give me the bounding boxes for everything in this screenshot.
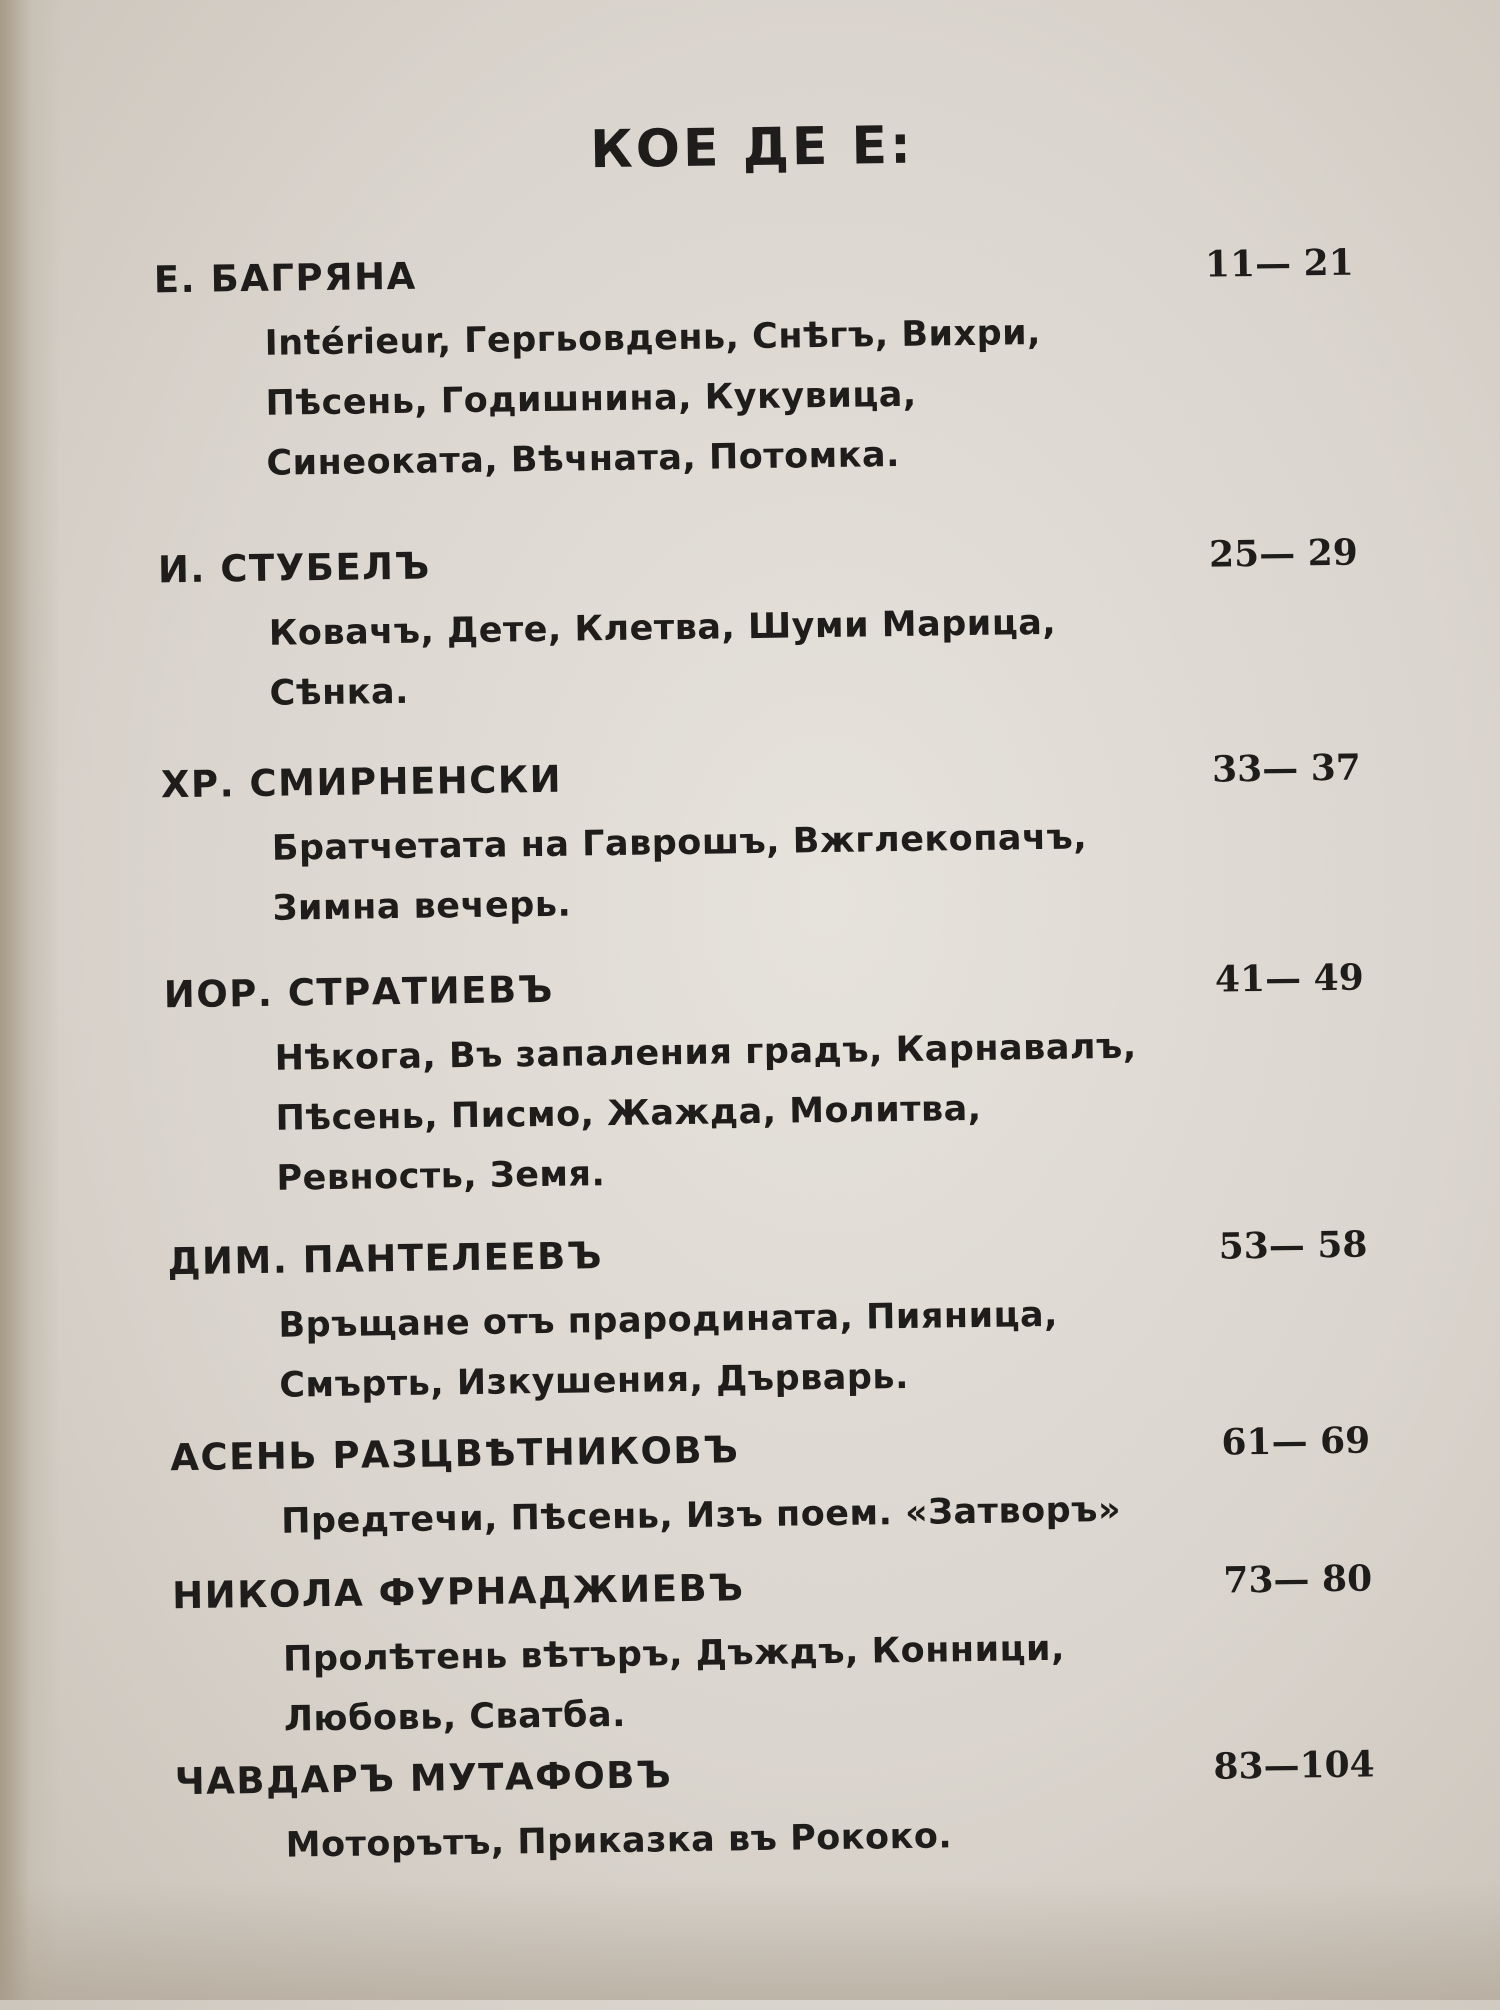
author-name: ИОР. СТРАТИЕВЪ	[163, 967, 555, 1017]
author-name: НИКОЛА ФУРНАДЖИЕВЪ	[171, 1566, 745, 1618]
author-name: И. СТУБЕЛЪ	[157, 544, 431, 592]
works-list: Връщане отъ прародината, Пияница, Смърть, Изкушения, Дърварь.	[278, 1294, 1059, 1406]
toc-entry	[175, 1743, 1377, 1877]
page-range: 83—104	[1213, 1743, 1375, 1788]
works-list: Братчетата на Гаврошъ, Вжглекопачъ, Зимна вечерь.	[271, 817, 1088, 929]
author-name: ДИМ. ПАНТЕЛЕЕВЪ	[167, 1234, 604, 1284]
author-name: ЧАВДАРЪ МУТАФОВЪ	[174, 1753, 673, 1804]
page-range: 25— 29	[1208, 531, 1359, 576]
toc-entry	[167, 1224, 1369, 1418]
author-name: ХР. СМИРНЕНСКИ	[160, 757, 563, 807]
toc-entry	[170, 1419, 1372, 1553]
page-range: 41— 49	[1214, 956, 1365, 1001]
works-list: Предтечи, Пѣсень, Изъ поем. «Затворъ»	[280, 1489, 1122, 1542]
works-list: Ковачъ, Дете, Клетва, Шуми Марица, Сѣнка.	[268, 602, 1057, 714]
works-list: Пролѣтень вѣтъръ, Дъждъ, Конници, Любовь, Сватба.	[282, 1628, 1066, 1740]
page-range: 33— 37	[1211, 746, 1362, 791]
page-range: 73— 80	[1223, 1557, 1373, 1602]
works-list: Моторътъ, Приказка въ Рококо.	[285, 1816, 953, 1866]
page-range: 11— 21	[1204, 241, 1355, 286]
page-title: КОЕ ДЕ Е:	[589, 115, 915, 181]
toc-entry	[172, 1557, 1374, 1751]
toc-entry	[164, 957, 1367, 1211]
page-range: 53— 58	[1218, 1223, 1368, 1268]
author-name: АСЕНЬ РАЗЦВѢТНИКОВЪ	[169, 1428, 740, 1480]
toc-entry	[154, 242, 1357, 496]
works-list: Intérieur, Гергьовдень, Снѣгъ, Вихри, Пѣсень, Годишнина, Кукувица, Синеоката, Вѣчната, Потомка.	[264, 312, 1042, 484]
author-name: Е. БАГРЯНА	[153, 254, 417, 302]
toc-entry	[161, 747, 1363, 941]
works-list: Нѣкога, Въ запаления градъ, Карнавалъ, Пѣсень, Писмо, Жажда, Молитва, Ревность, Земя.	[274, 1026, 1137, 1199]
toc-entry	[158, 532, 1360, 726]
page-range: 61— 69	[1221, 1419, 1371, 1464]
